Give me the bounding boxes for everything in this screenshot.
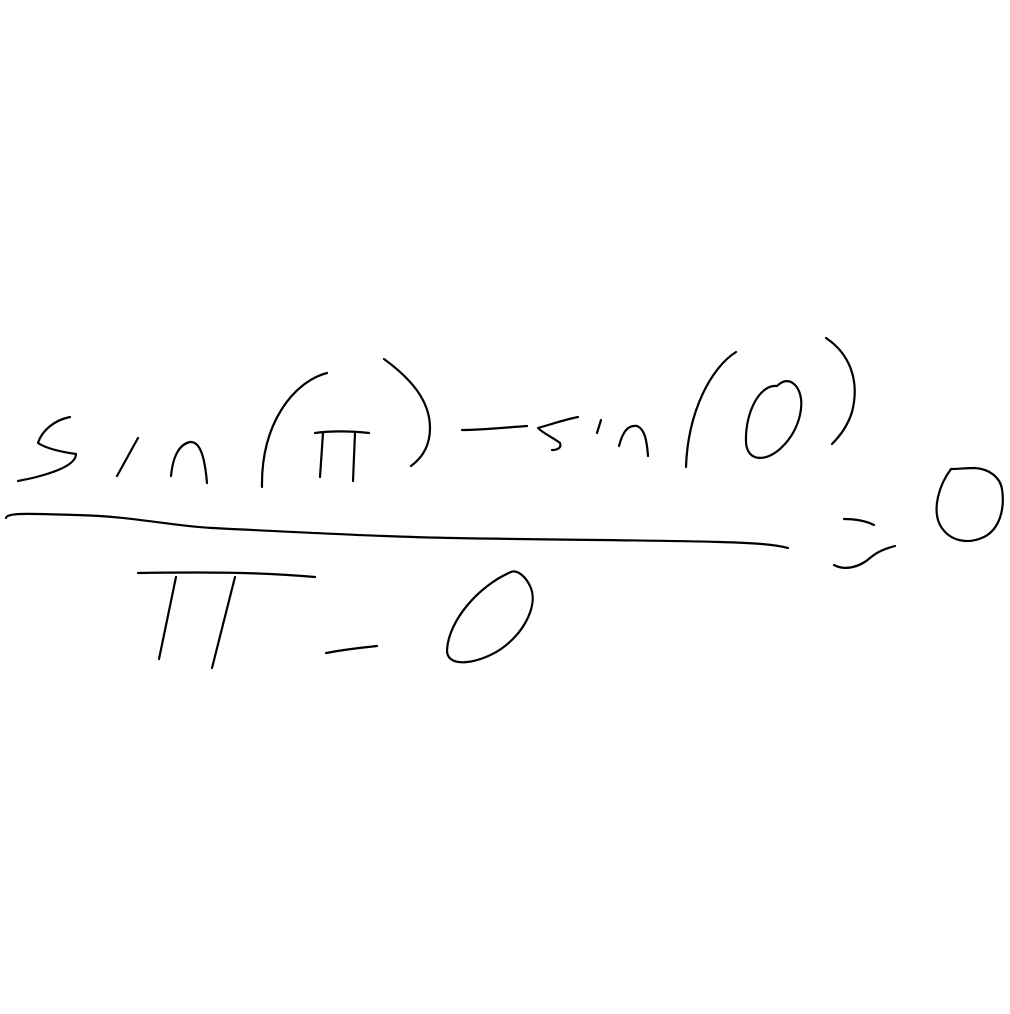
ink-stroke-i1 [117, 438, 138, 476]
ink-stroke-close-paren-2 [826, 338, 855, 444]
numerator-ink [18, 338, 855, 487]
ink-stroke-n2 [619, 426, 648, 456]
ink-stroke-zero-bottom [447, 571, 533, 662]
ink-stroke-minus-bottom [326, 646, 377, 653]
result-ink [834, 468, 1003, 568]
ink-stroke-pi2-bar [138, 572, 315, 577]
ink-stroke-n1 [171, 442, 207, 483]
ink-stroke-pi2-right-leg [212, 577, 235, 668]
ink-stroke-i2 [597, 420, 601, 433]
ink-stroke-close-paren-1 [384, 359, 430, 466]
ink-stroke-open-paren-2 [686, 352, 736, 467]
fraction-bar [6, 514, 788, 548]
ink-stroke-open-paren-1 [262, 373, 327, 487]
ink-stroke-pi2-left-leg [159, 577, 176, 659]
ink-stroke-minus-top [462, 426, 527, 430]
ink-stroke-equals-bottom [834, 546, 895, 568]
ink-stroke-equals-top [844, 519, 874, 525]
ink-stroke-result-zero [937, 468, 1003, 541]
ink-stroke-pi1-left-leg [320, 433, 323, 477]
denominator-ink [138, 571, 533, 668]
ink-stroke-s1 [18, 417, 76, 481]
ink-stroke-zero-top [746, 381, 801, 458]
ink-stroke-pi1-right-leg [353, 433, 355, 481]
ink-stroke-s2 [538, 417, 578, 450]
